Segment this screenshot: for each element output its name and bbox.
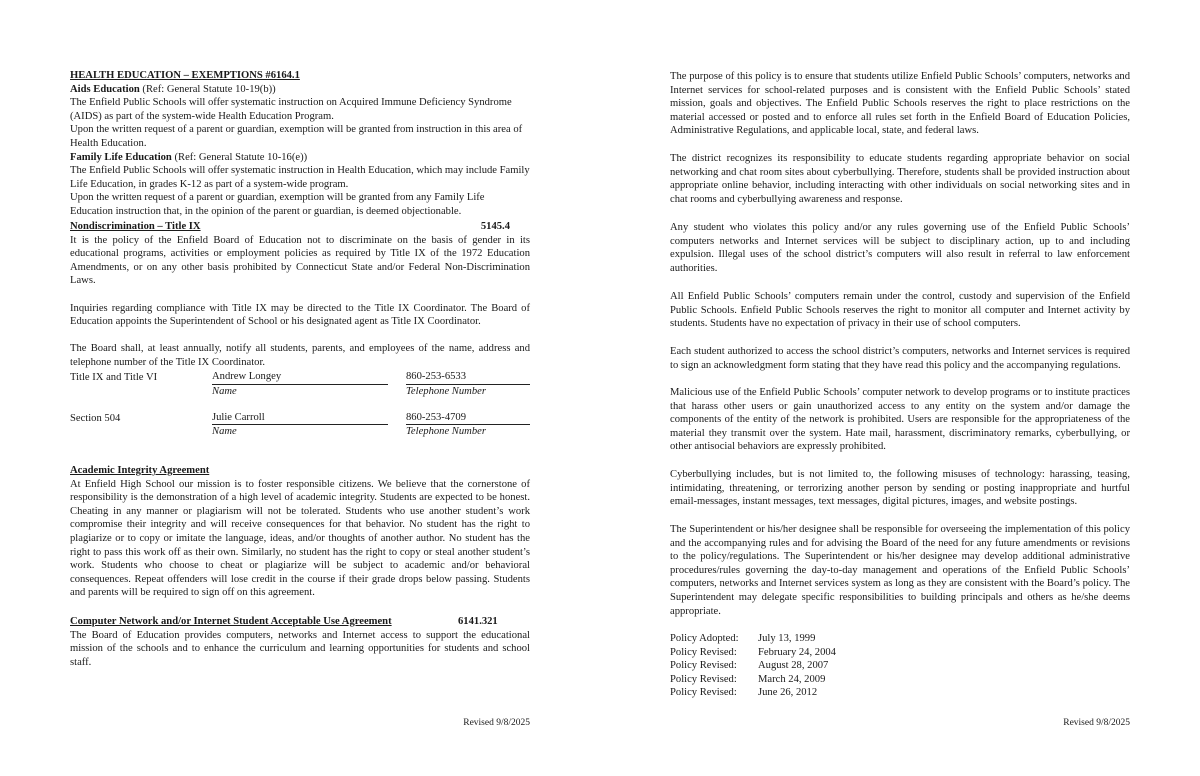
subsection-title: Family Life Education: [70, 151, 172, 163]
paragraph: Upon the written request of a parent or guardian, exemption will be granted from instruction in this area of Health Education.: [70, 124, 523, 149]
nondiscrimination-section: [70, 220, 530, 370]
revised-footer: Revised 9/8/2025: [463, 718, 530, 728]
date-value: August 28, 2007: [758, 660, 829, 672]
date-label: Policy Adopted:: [670, 633, 739, 644]
paragraph: Cyberbullying includes, but is not limited to, the following misuses of technology: harassing, teasing, intimidating, threatening, or terrorizing another person by sending or posting inappropriate and hurtful email-messages, instant messages, text messages, digital pictures, images, and website postings.: [670, 469, 1130, 508]
paragraph: The district recognizes its responsibility to educate students regarding appropriate behavior on social networking and chat room sites about cyberbullying. Therefore, students shall be provided instruction about appropriate online behavior, including interacting with other individuals on social networking sites and in chat rooms and cyberbullying awareness and response.: [670, 153, 1130, 205]
section-title: Computer Network and/or Internet Student Acceptable Use Agreement: [70, 616, 392, 627]
phone-label: Telephone Number: [406, 385, 486, 397]
name-label: Name: [212, 385, 237, 397]
policy-number: 6141.321: [458, 616, 498, 627]
coordinator-role: Section 504: [70, 412, 121, 424]
computer-use-section: [70, 615, 530, 669]
section-title: Academic Integrity Agreement: [70, 465, 210, 476]
statute-ref: (Ref: General Statute 10-19(b)): [139, 83, 276, 95]
paragraph: Each student authorized to access the school district’s computers, networks and Internet services is required to sign an acknowledgment form stating that they have read this policy and the accompanying regulations.: [670, 346, 1130, 371]
paragraph: The Enfield Public Schools will offer systematic instruction in Health Education, which may include Family Life Education, in grades K-12 as part of a system-wide program.: [70, 165, 530, 190]
date-value: March 24, 2009: [758, 673, 826, 685]
paragraph: The purpose of this policy is to ensure that students utilize Enfield Public Schools’ computers, networks and Internet services for school-related purposes and is consistent with the Enfield Public Schools’ stated mission, goals and objectives. The Enfield Public Schools reserves the right to place restrictions on the material accessed or posted and to enforce all rules set forth in the Enfield Board of Education Policies, Administrative Regulations, and applicable local, state, and federal laws.: [670, 71, 1130, 137]
paragraph: The Superintendent or his/her designee shall be responsible for overseeing the implementation of this policy and the accompanying rules and for advising the Board of the need for any future amendments or revisions to the policy/regulations. The Superintendent or his/her designee may develop additional administrative procedures/rules governing the day-to-day management and operations of the Enfield Public Schools’ computers, networks and Internet services system as long as they are consistent with the Board’s policy. The Superintendent may delegate specific responsibilities to building principals and others as he/she deems appropriate.: [670, 524, 1130, 617]
coordinator-row: [70, 412, 530, 426]
coordinator-phone: 860-253-4709: [406, 412, 530, 426]
paragraph: Upon the written request of a parent or guardian, exemption will be granted from any Family Life Education instruction that, in the opinion of the parent or guardian, is deemed objectionable.: [70, 192, 485, 217]
academic-integrity-section: [70, 464, 530, 600]
date-label: Policy Revised:: [670, 687, 737, 699]
revised-footer: Revised 9/8/2025: [1063, 718, 1130, 728]
policy-date-row: [670, 659, 1130, 673]
right-page: [600, 0, 1200, 776]
paragraph: It is the policy of the Enfield Board of Education not to discriminate on the basis of gender in its educational programs, activities or employment policies as required by Title IX of the 1972 Education Amendments, or on any other basis prohibited by Connecticut State and/or Federal Non-Discrimination Laws.: [70, 234, 530, 287]
policy-number: 5145.4: [480, 221, 510, 232]
coordinator-row: [70, 371, 530, 385]
coordinator-name: Andrew Longey: [212, 371, 388, 385]
policy-date-row: [670, 646, 1130, 660]
paragraph: The Board shall, at least annually, notify all students, parents, and employees of the name, address and telephone number of the Title IX Coordinator.: [70, 343, 530, 368]
date-label: Policy Revised:: [670, 673, 737, 685]
paragraph: All Enfield Public Schools’ computers remain under the control, custody and supervision of the Enfield Public Schools. Enfield Public Schools reserves the right to monitor all computer and Internet activity by students. Students have no expectation of privacy in their use of school computers.: [670, 291, 1130, 330]
coordinator-phone: 860-253-6533: [406, 371, 530, 385]
phone-label: Telephone Number: [406, 426, 486, 438]
paragraph: The Board of Education provides computers, networks and Internet access to support the educational mission of the schools and to enhance the curriculum and learning opportunities for students and school staff.: [70, 629, 530, 668]
statute-ref: (Ref: General Statute 10-16(e)): [171, 151, 308, 163]
policy-date-row: [670, 673, 1130, 687]
policy-dates: [670, 632, 1130, 700]
paragraph: The Enfield Public Schools will offer systematic instruction on Acquired Immune Deficiency Syndrome (AIDS) as part of the system-wide Health Education Program.: [70, 97, 512, 122]
paragraph: At Enfield High School our mission is to foster responsible citizens. We believe that the cornerstone of responsibility is the demonstration of a high level of academic integrity. Students are expected to be honest. Cheating in any manner or plagiarism will not be tolerated. Students who use another student’s work compromise their integrity and will receive consequences for that behavior. No student has the right to plagiarize or to copy or imitate the language, ideas, and/or thoughts of another author. No student has the right to pass this work off as their own. Similarly, no student has the right to copy or steal another student’s work. Students who choose to cheat or plagiarize will be subject to academic and/or behavioral consequences. Repeat offenders will lose credit in the course if their grade drops below passing. Students and parents will be required to sign off on this agreement.: [70, 478, 530, 599]
paragraph: Any student who violates this policy and/or any rules governing use of the Enfield Public Schools’ computers networks and Internet services will be subject to disciplinary action, up to and including expulsion. Illegal uses of the school district’s computers will also result in referral to law enforcement authorities.: [670, 222, 1130, 274]
date-label: Policy Revised:: [670, 646, 737, 658]
section-title: Nondiscrimination – Title IX: [70, 221, 201, 232]
coordinator-name: Julie Carroll: [212, 412, 388, 426]
paragraph: Malicious use of the Enfield Public Schools’ computer network to develop programs or to institute practices that harass other users or gain unauthorized access to any entity on the system and/or damage the components of the entity of the network is prohibited. Users are responsible for the appropriateness of the material they transmit over the system. Hate mail, harassment, discriminatory remarks, cyberbullying, or other antisocial behaviors are expressly prohibited.: [670, 387, 1130, 453]
date-value: July 13, 1999: [758, 633, 816, 644]
coordinator-labels: [70, 385, 530, 399]
coordinator-table: [70, 371, 530, 439]
date-value: June 26, 2012: [758, 687, 818, 699]
policy-date-row: [670, 686, 1130, 700]
coordinator-labels: [70, 425, 530, 439]
date-value: February 24, 2004: [758, 646, 836, 658]
subsection-title: Aids Education: [70, 83, 140, 95]
section-title: HEALTH EDUCATION – EXEMPTIONS #6164.1: [70, 70, 300, 81]
spacer: [70, 398, 530, 412]
policy-date-row: [670, 632, 1130, 646]
date-label: Policy Revised:: [670, 660, 737, 672]
paragraph: Inquiries regarding compliance with Title IX may be directed to the Title IX Coordinator. The Board of Education appoints the Superintendent of School or his designated agent as Title IX Coordinator.: [70, 302, 530, 328]
coordinator-role: Title IX and Title VI: [70, 372, 158, 383]
name-label: Name: [212, 426, 237, 438]
health-education-section: [70, 69, 530, 219]
